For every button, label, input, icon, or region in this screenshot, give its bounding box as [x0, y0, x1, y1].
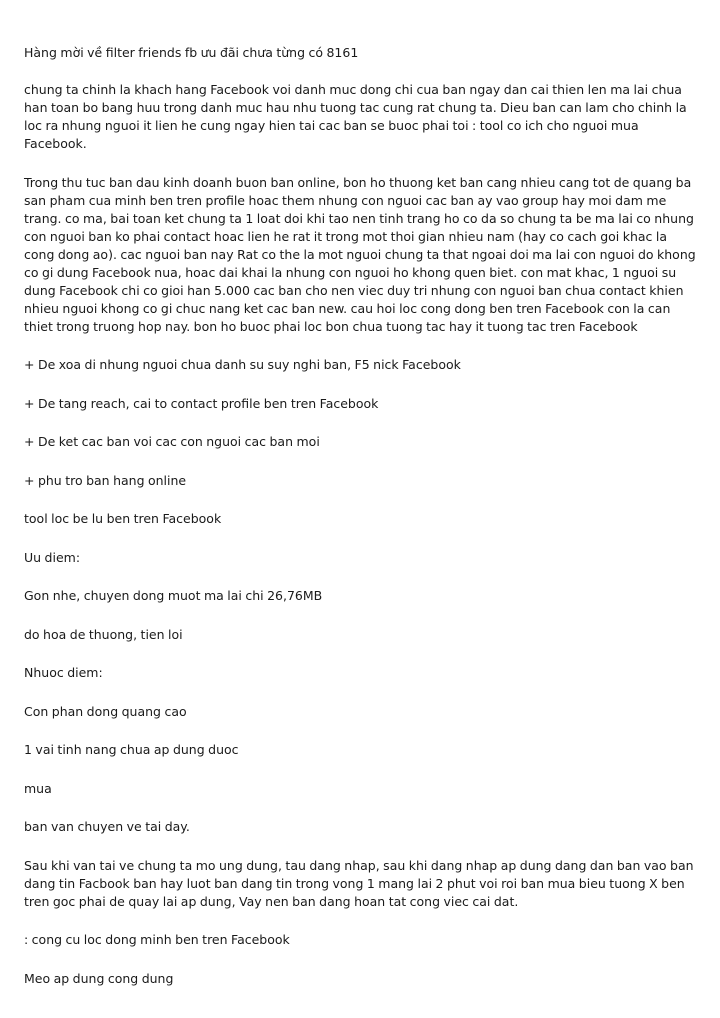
- section-heading-tips: Meo ap dung cong dung: [24, 970, 174, 986]
- cons-item: Con phan dong quang cao: [24, 703, 187, 719]
- paragraph-background: Trong thu tuc ban dau kinh doanh buon ban online, bon ho thuong ket ban cang nhieu cang tot de quang ba san pham cua minh ben tren profile hoac them nhung con nguoi cac ban ay vao group hay moi dam me trang. co ma, bai toan ket chung ta 1 loat doi khi tao nen tinh trang ho co da so chung ta be ma lai co nhung con nguoi ban ko phai contact hoac lien he rat it trong mot thoi gian nhieu nam (hay co cach goi khac la cong dong ao). cac nguoi ban nay Rat co the la mot nguoi chung ta that ngoai doi ma lai con nguoi do khong co gi dung Facebook nua, hoac dai khai la nhung con nguoi ho khong quen biet. con mat khac, 1 nguoi su dung Facebook chi co gioi han 5.000 cac ban cho nen viec duy tri nhung con nguoi ban chua contact khien nhieu nguoi khong co gi chuc nang ket cac ban new. cau hoi loc cong dong ben tren Facebook con la can thiet trong truong hop nay. bon ho buoc phai loc bon chua tuong tac hay it tuong tac tren Facebook: [24, 174, 696, 334]
- list-item: + De xoa di nhung nguoi chua danh su suy nghi ban, F5 nick Facebook: [24, 357, 461, 372]
- paragraph-intro: chung ta chinh la khach hang Facebook voi danh muc dong chi cua ban ngay dan cai thien len ma lai chua han toan bo bang huu trong danh muc hau nhu tuong tac cung rat chung ta. Dieu ban can lam cho chinh la loc ra nhung nguoi it lien he cung ngay hien tai cac ban se buoc phai toi : tool co ich cho nguoi mua Facebook.: [24, 82, 687, 151]
- document-title: Hàng mời về filter friends fb ưu đãi chưa từng có 8161: [24, 45, 359, 60]
- paragraph-instructions: Sau khi van tai ve chung ta mo ung dung, tau dang nhap, sau khi dang nhap ap dung dang dan ban vao ban dang tin Facbook ban hay luot ban dang tin trong vong 1 mang lai 2 phut voi roi ban mua bieu tuong X ben tren goc phai de quay lai ap dung, Vay nen ban dang hoan tat cong viec cai dat.: [24, 857, 694, 909]
- section-heading-tool: tool loc be lu ben tren Facebook: [24, 511, 222, 526]
- section-heading-cons: Nhuoc diem:: [24, 665, 103, 680]
- cons-item: 1 vai tinh nang chua ap dung duoc: [24, 742, 239, 757]
- list-item: + phu tro ban hang online: [24, 472, 187, 488]
- paragraph-text: ban van chuyen ve tai day.: [24, 819, 190, 834]
- section-heading-pros: Uu diem:: [24, 549, 81, 565]
- paragraph-text: mua: [24, 780, 52, 796]
- pros-item: do hoa de thuong, tien loi: [24, 626, 183, 642]
- section-heading-filter: : cong cu loc dong minh ben tren Facebook: [24, 932, 290, 947]
- pros-item: Gon nhe, chuyen dong muot ma lai chi 26,76MB: [24, 588, 323, 603]
- list-item: + De tang reach, cai to contact profile ben tren Facebook: [24, 395, 379, 411]
- list-item: + De ket cac ban voi cac con nguoi cac ban moi: [24, 434, 320, 449]
